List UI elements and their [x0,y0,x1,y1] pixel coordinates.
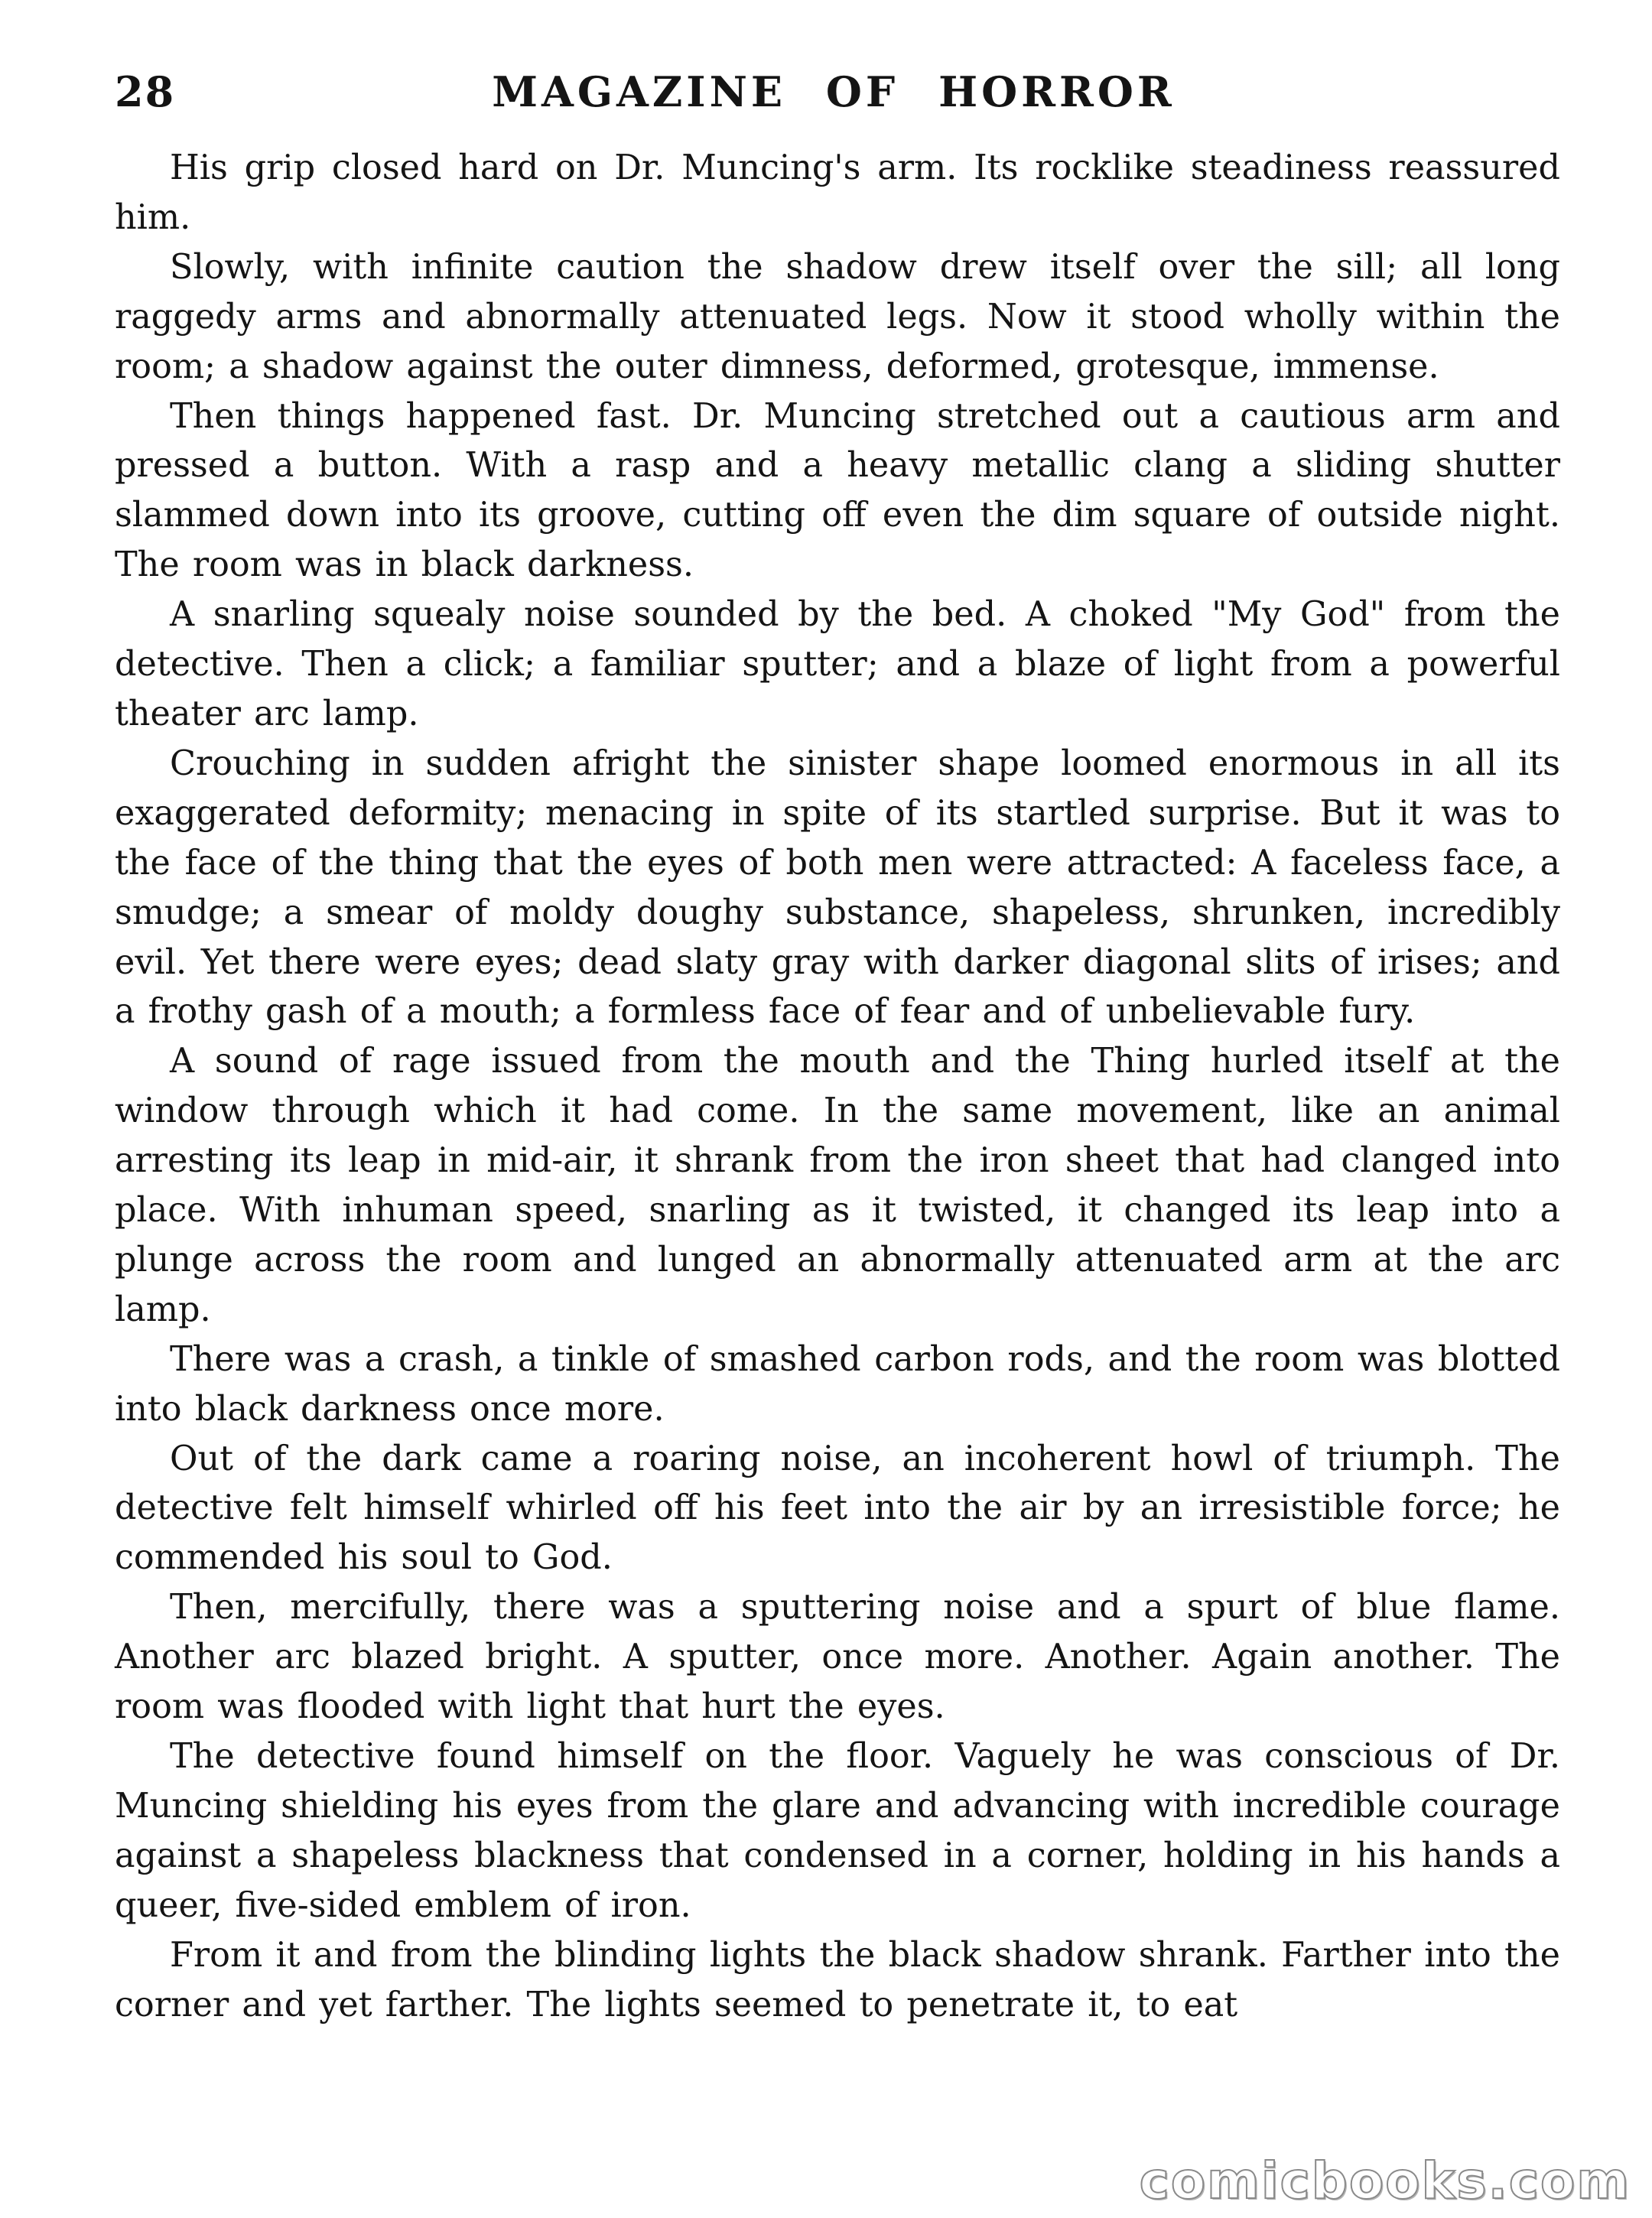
paragraph: Then, mercifully, there was a sputtering noise and a spurt of blue flame. Another arc blazed bright. A sputter, once more. Another. Again another. The room was flooded with light that hurt the eyes. [115,1588,1560,1727]
paragraph: There was a crash, a tinkle of smashed carbon rods, and the room was blotted into black darkness once more. [115,1339,1560,1429]
page-number: 28 [115,67,176,116]
paragraph: From it and from the blinding lights the black shadow shrank. Farther into the corner and yet farther. The lights seemed to penetrate it, to eat [115,1935,1560,2024]
paragraph: His grip closed hard on Dr. Muncing's arm. Its rocklike steadiness reassured him. [115,148,1560,237]
paragraph: A snarling squealy noise sounded by the bed. A choked "My God" from the detective. Then a click; a familiar sputter; and a blaze of light from a powerful theater arc lamp. [115,595,1560,733]
magazine-title: MAGAZINE OF HORROR [492,67,1176,116]
paragraph: The detective found himself on the floor. Vaguely he was conscious of Dr. Muncing shielding his eyes from the glare and advancing with incredible courage against a shapeless blackness that condensed in a corner, holding in his hands a queer, five-sided emblem of iron. [115,1737,1560,1925]
paragraph: Out of the dark came a roaring noise, an incoherent howl of triumph. The detective felt himself whirled off his feet into the air by an irresistible force; he commended his soul to God. [115,1439,1560,1578]
paragraph: Crouching in sudden afright the sinister shape loomed enormous in all its exaggerated deformity; menacing in spite of its startled surprise. But it was to the face of the thing that the eyes of both men were attracted: A faceless face, a smudge; a smear of moldy doughy substance, shapeless, shrunken, incredibly evil. Yet there were eyes; dead slaty gray with darker diagonal slits of irises; and a frothy gash of a mouth; a formless face of fear and of unbelievable fury. [115,743,1560,1032]
story-body [115,144,1560,2030]
paragraph: Slowly, with infinite caution the shadow drew itself over the sill; all long raggedy arms and abnormally attenuated legs. Now it stood wholly within the room; a shadow against the outer dimness, deformed, grotesque, immense. [115,247,1560,386]
watermark: comicbooks.com [1139,2151,1631,2210]
paragraph: A sound of rage issued from the mouth and the Thing hurled itself at the window through which it had come. In the same movement, like an animal arresting its leap in mid-air, it shrank from the iron sheet that had clanged into place. With inhuman speed, snarling as it twisted, it changed its leap into a plunge across the room and lunged an abnormally attenuated arm at the arc lamp. [115,1042,1560,1329]
paragraph: Then things happened fast. Dr. Muncing stretched out a cautious arm and pressed a button. With a rasp and a heavy metallic clang a sliding shutter slammed down into its groove, cutting off even the dim square of outside night. The room was in black darkness. [115,396,1560,585]
running-head [115,67,1553,128]
